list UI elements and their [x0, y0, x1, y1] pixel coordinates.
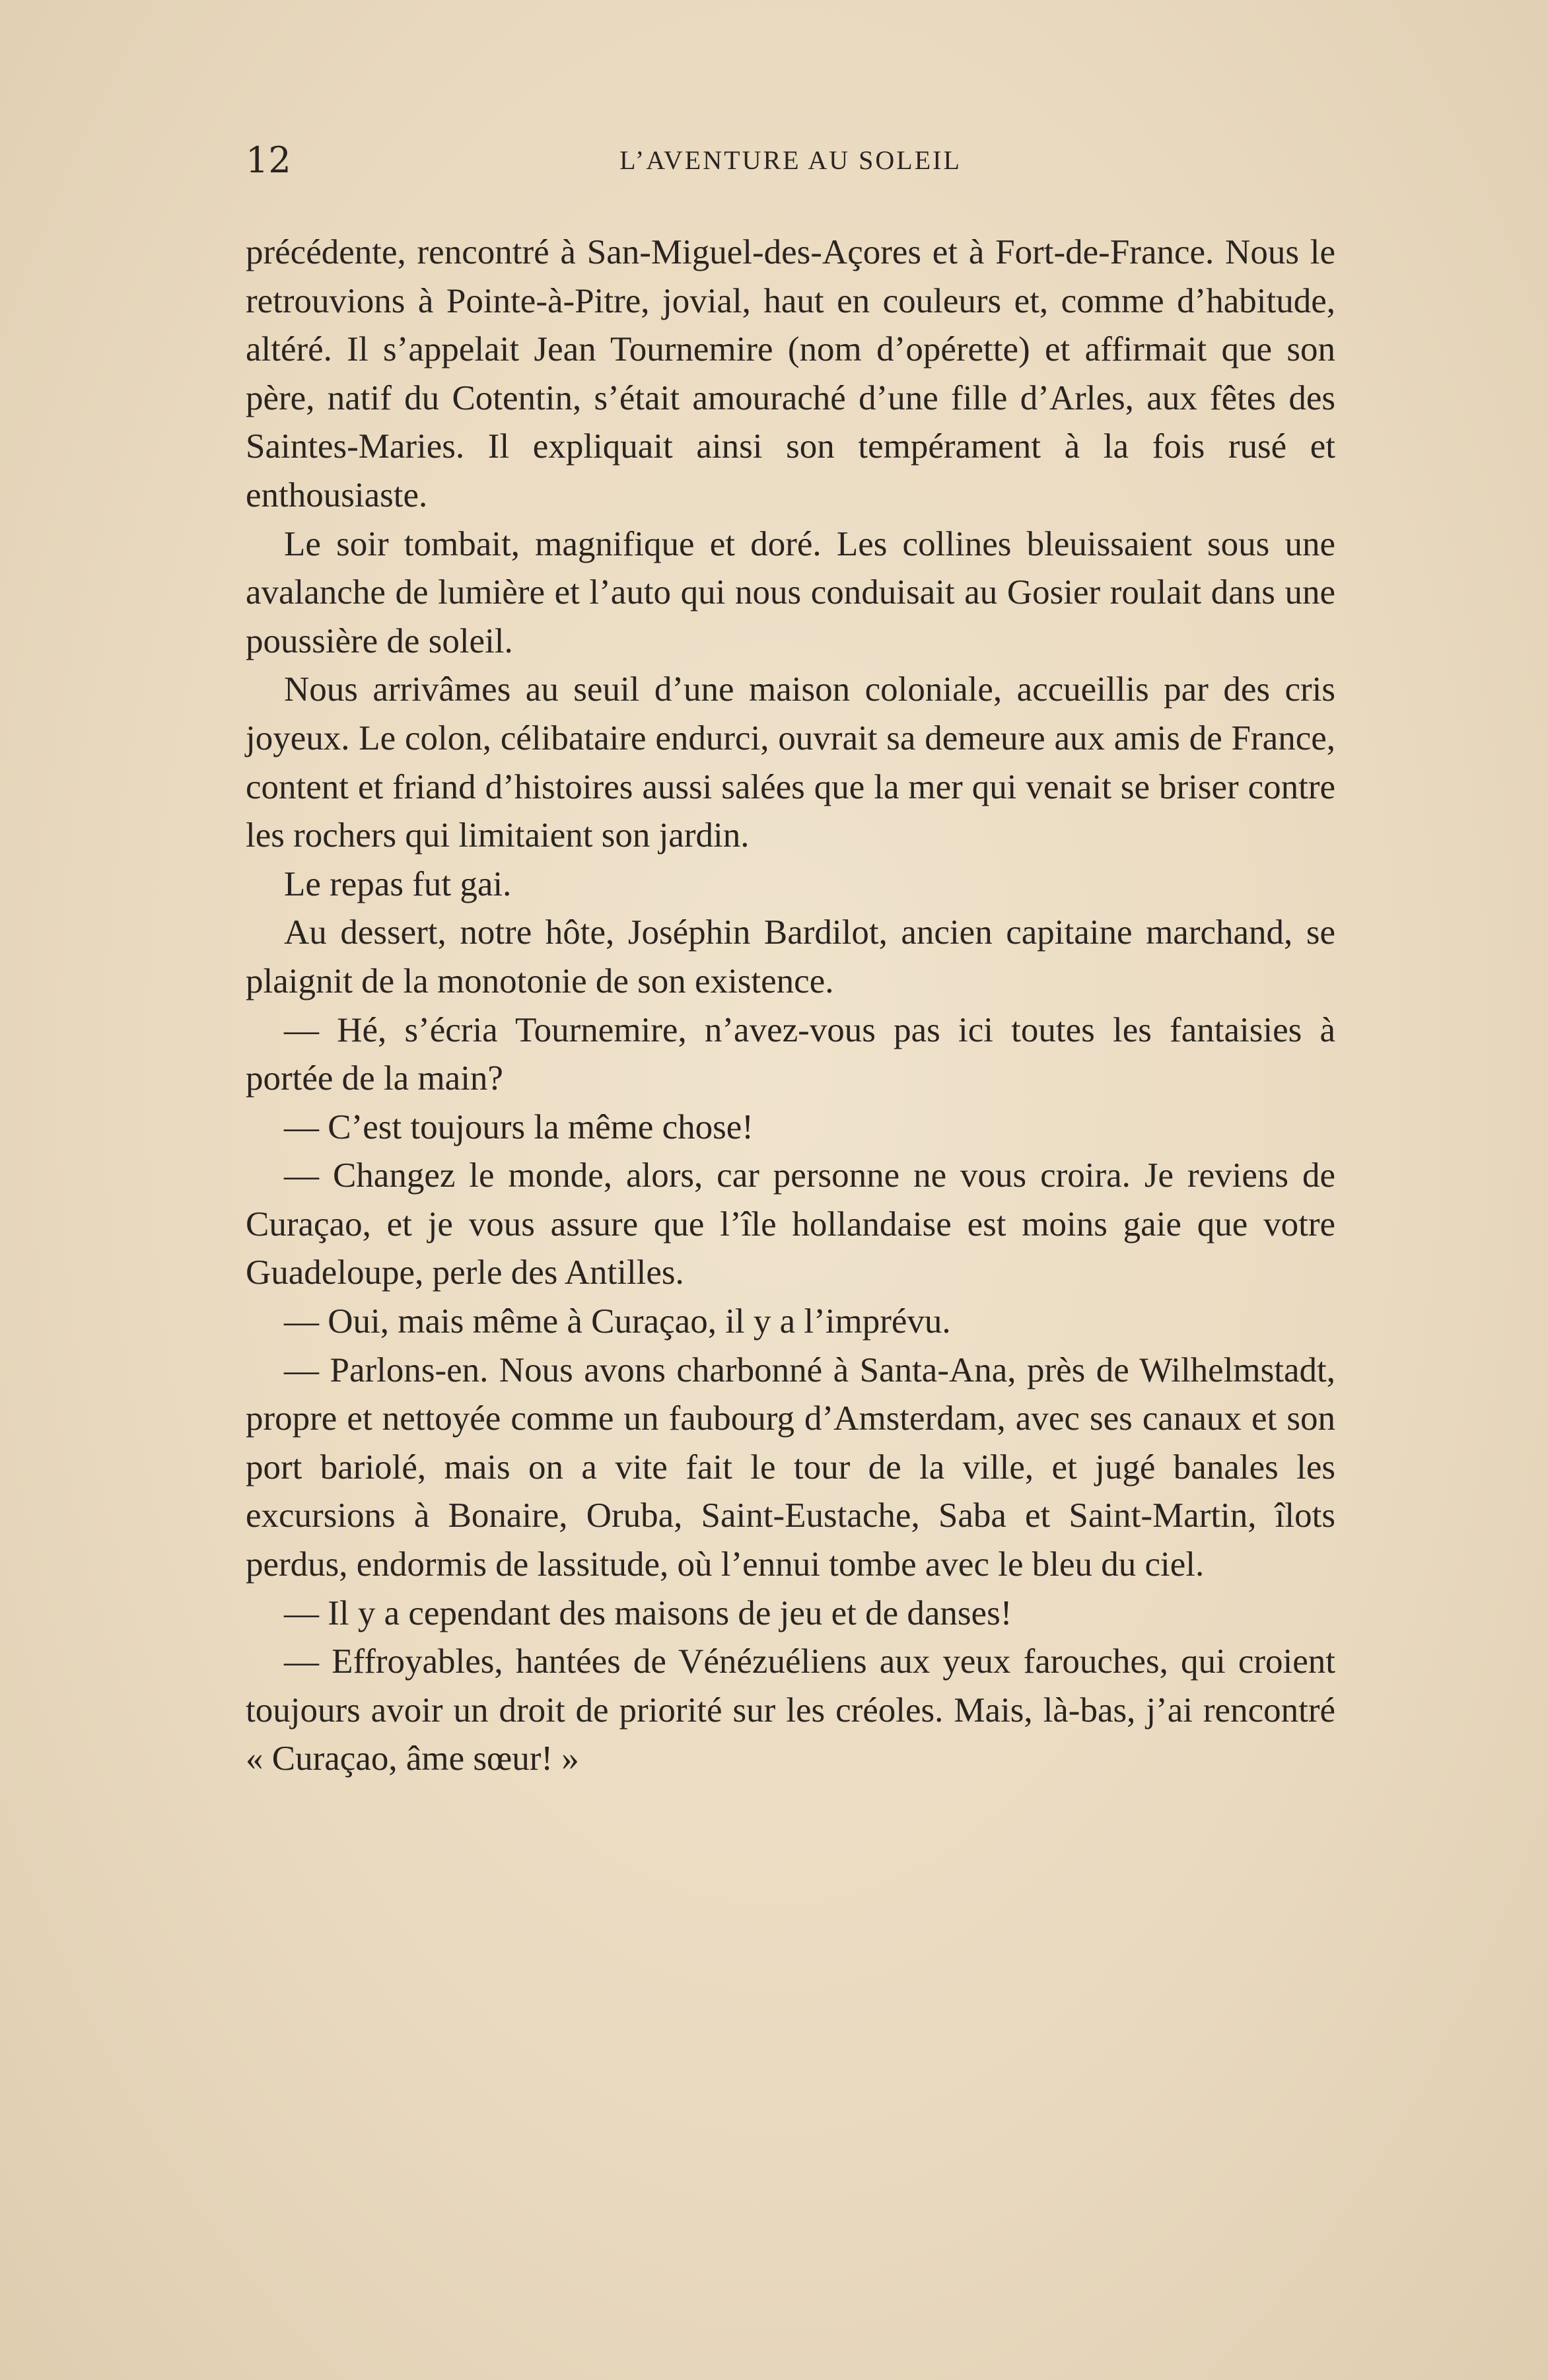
page-header	[246, 131, 1335, 190]
page-number: 12	[246, 139, 291, 181]
paragraph: Le soir tombait, magnifique et doré. Les collines bleuissaient sous une avalanche de lumière et l’auto qui nous conduisait au Gosier roulait dans une poussière de soleil.	[246, 524, 1335, 660]
paragraph: précédente, rencontré à San-Miguel-des-Açores et à Fort-de-France. Nous le retrouvions à Pointe-à-Pitre, jovial, haut en couleurs et, comme d’habitude, altéré. Il s’appelait Jean Tournemire (nom d’opérette) et affirmait que son père, natif du Cotentin, s’était amouraché d’une fille d’Arles, aux fêtes des Saintes-Maries. Il expliquait ainsi son tempérament à la fois rusé et enthousiaste.	[246, 233, 1335, 514]
dialogue-line: — Effroyables, hantées de Vénézuéliens aux yeux farouches, qui croient toujours avoir un droit de priorité sur les créoles. Mais, là-bas, j’ai rencontré « Curaçao, âme sœur! »	[246, 1642, 1335, 1778]
dialogue-line: — Changez le monde, alors, car personne ne vous croira. Je reviens de Curaçao, et je vous assure que l’île hollandaise est moins gaie que votre Guadeloupe, perle des Antilles.	[246, 1156, 1335, 1292]
dialogue-line: — Hé, s’écria Tournemire, n’avez-vous pas ici toutes les fantaisies à portée de la main?	[246, 1010, 1335, 1098]
dialogue-line: — Oui, mais même à Curaçao, il y a l’imprévu.	[284, 1302, 951, 1341]
dialogue-line: — Il y a cependant des maisons de jeu et de danses!	[284, 1593, 1012, 1632]
paragraph: Le repas fut gai.	[284, 864, 512, 903]
body-text	[246, 228, 1335, 1784]
paragraph: Au dessert, notre hôte, Joséphin Bardilot, ancien capitaine marchand, se plaignit de la monotonie de son existence.	[246, 913, 1335, 1000]
dialogue-line: — Parlons-en. Nous avons charbonné à Santa-Ana, près de Wilhelmstadt, propre et nettoyée comme un faubourg d’Amsterdam, avec ses canaux et son port bariolé, mais on a vite fait le tour de la ville, et jugé banales les excursions à Bonaire, Oruba, Saint-Eustache, Saba et Saint-Martin, îlots perdus, endormis de lassitude, où l’ennui tombe avec le bleu du ciel.	[246, 1350, 1335, 1584]
paragraph: Nous arrivâmes au seuil d’une maison coloniale, accueillis par des cris joyeux. Le colon, célibataire endurci, ouvrait sa demeure aux amis de France, content et friand d’histoires aussi salées que la mer qui venait se briser contre les rochers qui limitaient son jardin.	[246, 670, 1335, 855]
dialogue-line: — C’est toujours la même chose!	[284, 1107, 754, 1146]
running-title: L’AVENTURE AU SOLEIL	[619, 145, 962, 175]
